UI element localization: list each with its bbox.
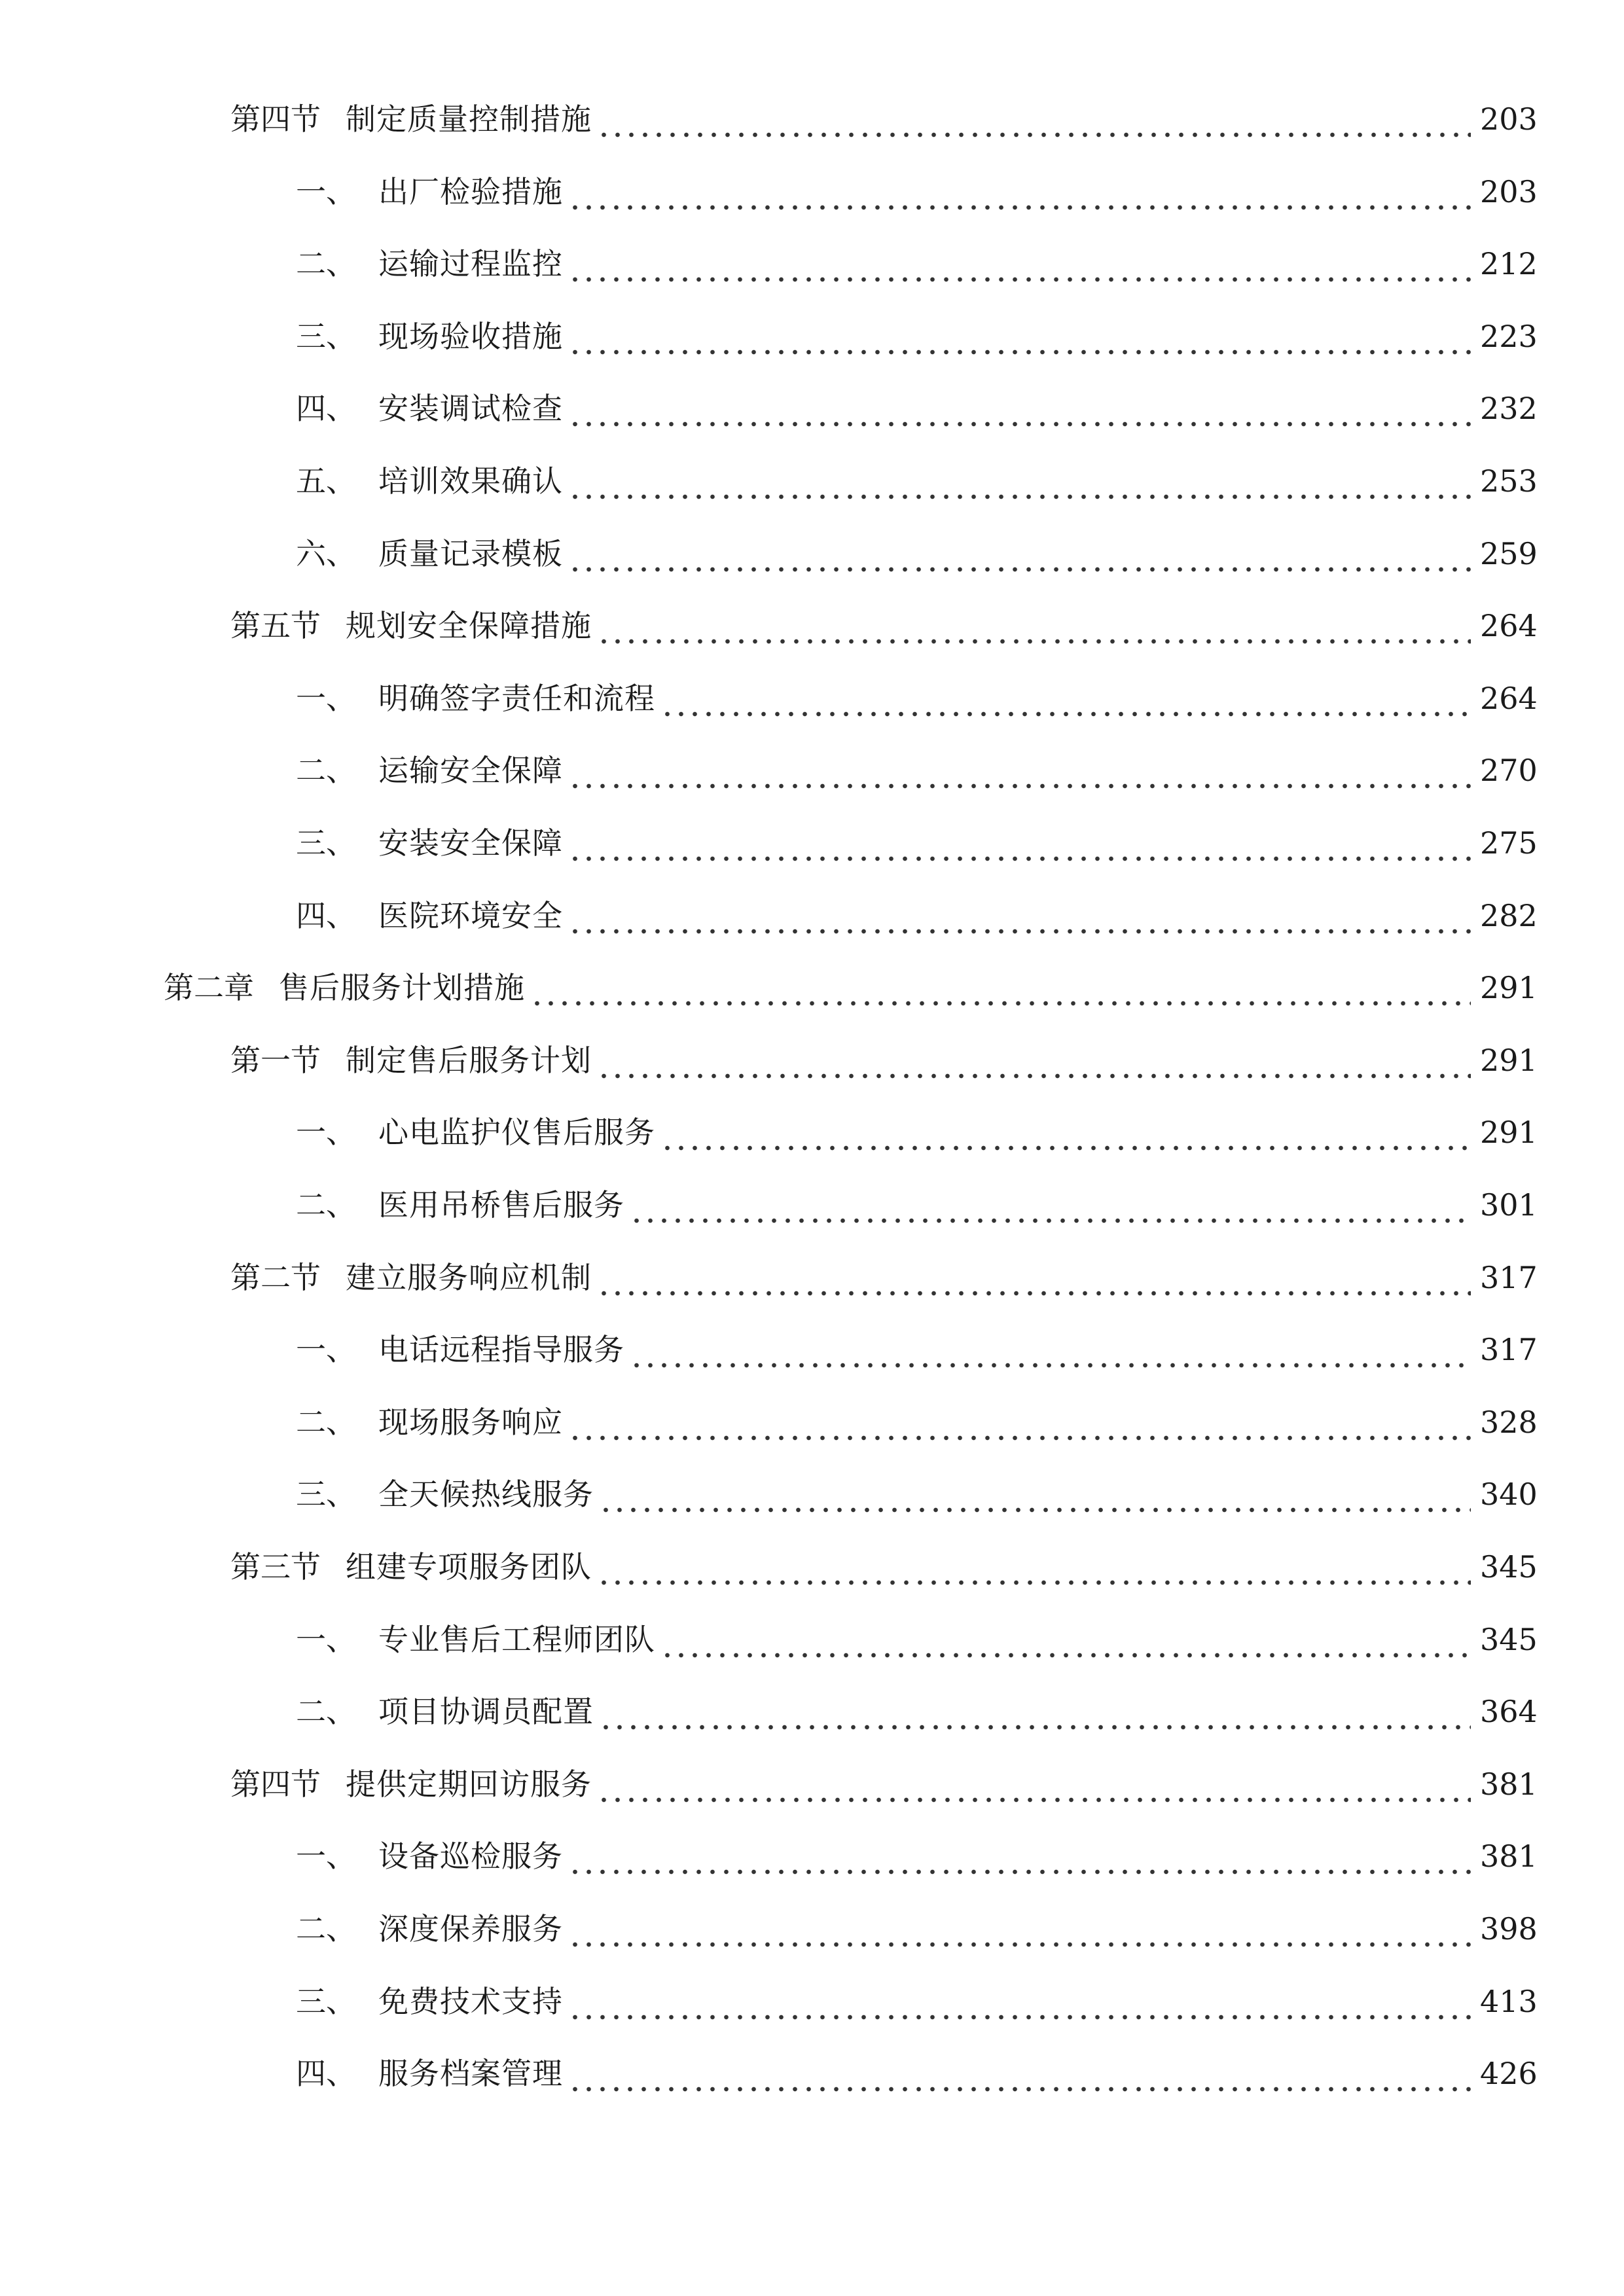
toc-entry-page-number: 340 xyxy=(1480,1477,1538,1512)
toc-entry-page-number: 203 xyxy=(1480,174,1538,209)
toc-entry-title: 医院环境安全 xyxy=(378,898,563,933)
toc-entry-number: 五、 xyxy=(296,463,356,499)
toc-entry-title: 质量记录模板 xyxy=(378,536,563,571)
toc-entry[interactable] xyxy=(296,1323,1538,1376)
toc-entry-number: 三、 xyxy=(296,1477,356,1512)
toc-entry[interactable] xyxy=(296,310,1538,363)
toc-entry[interactable] xyxy=(296,2047,1538,2100)
dot-leader xyxy=(568,310,1471,363)
toc-entry-page-number: 253 xyxy=(1480,463,1538,499)
toc-entry-number: 第三节 xyxy=(230,1549,321,1585)
toc-entry-page-number: 212 xyxy=(1480,246,1538,281)
toc-entry-number: 一、 xyxy=(296,174,356,209)
toc-entry-title: 专业售后工程师团队 xyxy=(378,1622,655,1657)
toc-entry-page-number: 232 xyxy=(1480,391,1538,426)
toc-entry-title: 医用吊桥售后服务 xyxy=(378,1187,624,1223)
toc-entry-number: 三、 xyxy=(296,1984,356,2019)
toc-entry-title: 建立服务响应机制 xyxy=(346,1260,592,1295)
toc-entry-page-number: 345 xyxy=(1480,1549,1538,1585)
toc-entry[interactable] xyxy=(296,166,1538,218)
dot-leader xyxy=(599,1468,1471,1520)
toc-entry-title: 制定售后服务计划 xyxy=(346,1043,592,1078)
toc-entry-page-number: 291 xyxy=(1480,1043,1538,1078)
toc-entry-number: 第二章 xyxy=(164,970,254,1005)
toc-entry-title: 现场验收措施 xyxy=(378,319,563,354)
toc-entry-page-number: 203 xyxy=(1480,101,1538,137)
toc-entry-page-number: 301 xyxy=(1480,1187,1538,1223)
toc-entry-page-number: 381 xyxy=(1480,1839,1538,1874)
toc-entry-page-number: 291 xyxy=(1480,1115,1538,1150)
dot-leader xyxy=(597,93,1471,145)
toc-entry[interactable] xyxy=(296,455,1538,507)
toc-entry-title: 提供定期回访服务 xyxy=(346,1767,592,1802)
dot-leader xyxy=(597,1541,1471,1593)
toc-entry[interactable] xyxy=(296,817,1538,869)
toc-entry-number: 四、 xyxy=(296,2056,356,2091)
toc-entry[interactable] xyxy=(296,1106,1538,1158)
toc-entry[interactable] xyxy=(296,889,1538,942)
toc-entry-page-number: 270 xyxy=(1480,753,1538,788)
toc-entry-page-number: 275 xyxy=(1480,825,1538,861)
toc-entry-title: 全天候热线服务 xyxy=(378,1477,594,1512)
toc-entry-number: 三、 xyxy=(296,825,356,861)
toc-entry-number: 一、 xyxy=(296,681,356,716)
toc-entry-title: 规划安全保障措施 xyxy=(346,608,592,643)
toc-entry-page-number: 345 xyxy=(1480,1622,1538,1657)
dot-leader xyxy=(630,1323,1471,1376)
toc-entry[interactable] xyxy=(296,1468,1538,1520)
toc-entry[interactable] xyxy=(296,1830,1538,1882)
toc-entry[interactable] xyxy=(230,1251,1538,1304)
dot-leader xyxy=(568,2047,1471,2100)
toc-entry-title: 安装安全保障 xyxy=(378,825,563,861)
toc-entry[interactable] xyxy=(296,1179,1538,1231)
toc-entry-number: 二、 xyxy=(296,1187,356,1223)
toc-entry[interactable] xyxy=(164,961,1538,1014)
toc-entry-number: 四、 xyxy=(296,898,356,933)
dot-leader xyxy=(597,1251,1471,1304)
toc-entry-title: 现场服务响应 xyxy=(378,1405,563,1440)
toc-entry[interactable] xyxy=(296,1396,1538,1448)
toc-entry[interactable] xyxy=(296,1685,1538,1738)
toc-entry-title: 运输过程监控 xyxy=(378,246,563,281)
toc-entry-title: 项目协调员配置 xyxy=(378,1694,594,1729)
toc-entry-number: 一、 xyxy=(296,1115,356,1150)
dot-leader xyxy=(597,1758,1471,1810)
toc-entry-title: 运输安全保障 xyxy=(378,753,563,788)
toc-entry-number: 二、 xyxy=(296,1405,356,1440)
toc-entry-page-number: 328 xyxy=(1480,1405,1538,1440)
toc-entry-title: 制定质量控制措施 xyxy=(346,101,592,137)
toc-entry-title: 心电监护仪售后服务 xyxy=(378,1115,655,1150)
dot-leader xyxy=(568,528,1471,580)
toc-entry[interactable] xyxy=(296,1613,1538,1666)
toc-entry-title: 出厂检验措施 xyxy=(378,174,563,209)
toc-entry-page-number: 381 xyxy=(1480,1767,1538,1802)
toc-entry-title: 售后服务计划措施 xyxy=(279,970,525,1005)
toc-entry-title: 深度保养服务 xyxy=(378,1911,563,1946)
toc-entry-number: 一、 xyxy=(296,1839,356,1874)
toc-entry-number: 四、 xyxy=(296,391,356,426)
toc-entry-title: 电话远程指导服务 xyxy=(378,1332,624,1367)
toc-entry-page-number: 398 xyxy=(1480,1911,1538,1946)
dot-leader xyxy=(568,166,1471,218)
dot-leader xyxy=(597,1034,1471,1086)
toc-entry-title: 设备巡检服务 xyxy=(378,1839,563,1874)
toc-entry-number: 一、 xyxy=(296,1622,356,1657)
toc-entry-page-number: 282 xyxy=(1480,898,1538,933)
dot-leader xyxy=(568,382,1471,435)
dot-leader xyxy=(568,889,1471,942)
dot-leader xyxy=(568,744,1471,797)
toc-entry-page-number: 264 xyxy=(1480,681,1538,716)
toc-entry-page-number: 223 xyxy=(1480,319,1538,354)
dot-leader xyxy=(568,1396,1471,1448)
toc-entry-page-number: 264 xyxy=(1480,608,1538,643)
toc-entry-page-number: 259 xyxy=(1480,536,1538,571)
toc-entry[interactable] xyxy=(296,744,1538,797)
toc-entry-title: 安装调试检查 xyxy=(378,391,563,426)
toc-entry-title: 服务档案管理 xyxy=(378,2056,563,2091)
toc-entry-number: 第五节 xyxy=(230,608,321,643)
toc-entry[interactable] xyxy=(230,1541,1538,1593)
dot-leader xyxy=(568,1830,1471,1882)
toc-entry[interactable] xyxy=(296,1975,1538,2028)
toc-entry-number: 二、 xyxy=(296,1694,356,1729)
toc-entry[interactable] xyxy=(296,382,1538,435)
toc-entry-page-number: 426 xyxy=(1480,2056,1538,2091)
dot-leader xyxy=(660,672,1471,725)
toc-entry[interactable] xyxy=(296,528,1538,580)
toc-entry-number: 第一节 xyxy=(230,1043,321,1078)
toc-entry-page-number: 413 xyxy=(1480,1984,1538,2019)
toc-entry-number: 第四节 xyxy=(230,101,321,137)
toc-entry-page-number: 317 xyxy=(1480,1332,1538,1367)
toc-entry-title: 免费技术支持 xyxy=(378,1984,563,2019)
toc-entry[interactable] xyxy=(296,672,1538,725)
toc-entry-number: 第四节 xyxy=(230,1767,321,1802)
dot-leader xyxy=(630,1179,1471,1231)
toc-entry-title: 组建专项服务团队 xyxy=(346,1549,592,1585)
toc-entry-page-number: 291 xyxy=(1480,970,1538,1005)
toc-entry-title: 明确签字责任和流程 xyxy=(378,681,655,716)
dot-leader xyxy=(568,455,1471,507)
toc-entry-number: 三、 xyxy=(296,319,356,354)
toc-entry-number: 二、 xyxy=(296,246,356,281)
toc-entry[interactable] xyxy=(230,600,1538,652)
dot-leader xyxy=(597,600,1471,652)
toc-entry[interactable] xyxy=(296,238,1538,290)
toc-entry-number: 一、 xyxy=(296,1332,356,1367)
dot-leader xyxy=(660,1613,1471,1666)
dot-leader xyxy=(599,1685,1471,1738)
dot-leader xyxy=(568,238,1471,290)
toc-entry[interactable] xyxy=(230,93,1538,145)
toc-entry-number: 第二节 xyxy=(230,1260,321,1295)
dot-leader xyxy=(568,817,1471,869)
dot-leader xyxy=(530,961,1471,1014)
toc-entry-number: 二、 xyxy=(296,1911,356,1946)
toc-entry[interactable] xyxy=(296,1903,1538,1955)
toc-entry[interactable] xyxy=(230,1034,1538,1086)
toc-entry-page-number: 364 xyxy=(1480,1694,1538,1729)
dot-leader xyxy=(568,1903,1471,1955)
toc-entry-title: 培训效果确认 xyxy=(378,463,563,499)
toc-entry-page-number: 317 xyxy=(1480,1260,1538,1295)
dot-leader xyxy=(660,1106,1471,1158)
dot-leader xyxy=(568,1975,1471,2028)
toc-entry-number: 六、 xyxy=(296,536,356,571)
toc-entry-number: 二、 xyxy=(296,753,356,788)
toc-entry[interactable] xyxy=(230,1758,1538,1810)
